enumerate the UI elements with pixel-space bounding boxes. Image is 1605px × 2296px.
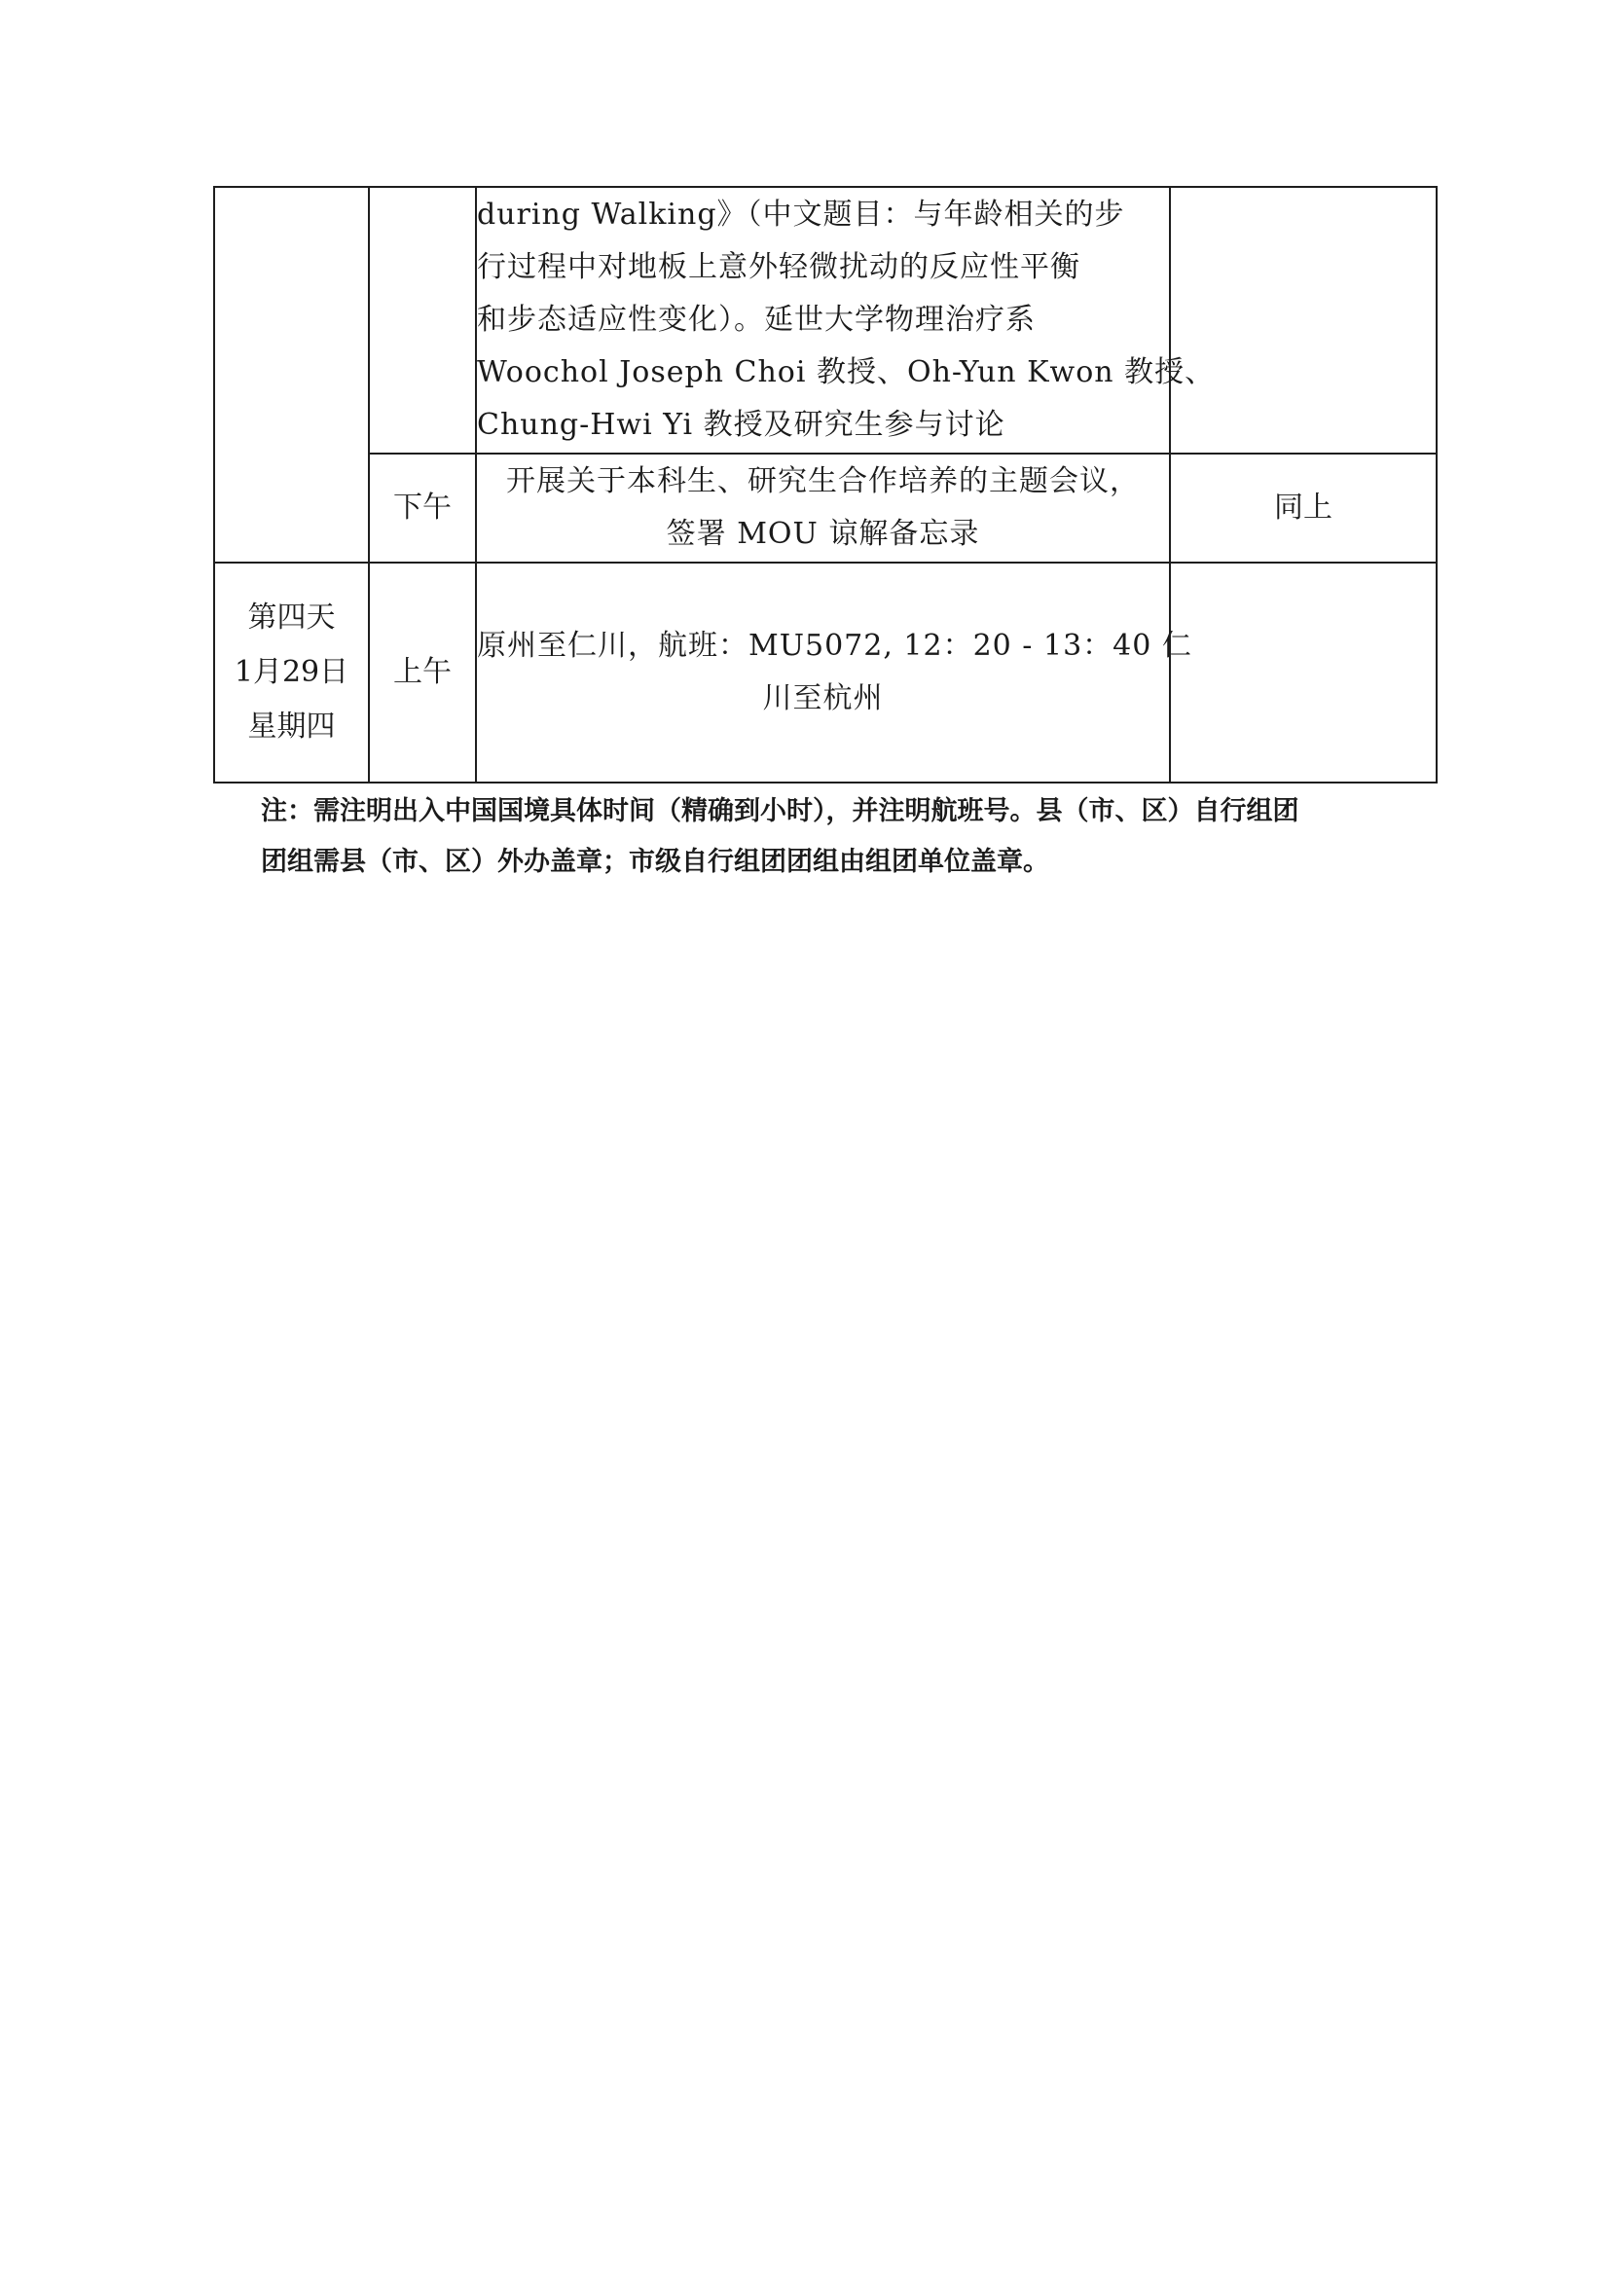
footnote-line: 团组需县（市、区）外办盖章；市级自行组团团组由组团单位盖章。 [261, 847, 1049, 877]
day-cell-continued [214, 187, 369, 563]
activity-line: 签署 MOU 谅解备忘录 [666, 517, 980, 551]
activity-line: during Walking》（中文题目：与年龄相关的步 [477, 198, 1125, 232]
table-row [214, 187, 1437, 454]
note-cell-empty [1170, 563, 1437, 783]
time-cell [369, 563, 476, 783]
note-text: 同上 [1274, 491, 1332, 525]
footnote [261, 786, 1390, 888]
time-label: 上午 [393, 655, 452, 689]
activity-cell [476, 563, 1192, 783]
note-cell-empty [1170, 187, 1437, 454]
time-cell-empty [369, 187, 476, 454]
table-row [214, 563, 1437, 783]
time-cell [369, 454, 476, 563]
activity-line: 开展关于本科生、研究生合作培养的主题会议， [506, 464, 1140, 498]
footnote-line: 注：需注明出入中国国境具体时间（精确到小时），并注明航班号。县（市、区）自行组团 [261, 796, 1299, 826]
activity-line: 川至杭州 [762, 681, 884, 715]
day-label: 第四天 [247, 601, 336, 635]
activity-line: 原州至仁川，航班：MU5072, 12：20 - 13：40 仁 [477, 629, 1192, 663]
note-cell [1170, 454, 1437, 563]
day-cell [214, 563, 369, 783]
activity-cell [476, 187, 1216, 454]
weekday-label: 星期四 [247, 710, 336, 744]
activity-line: 和步态适应性变化）。延世大学物理治疗系 [477, 303, 1036, 337]
activity-line: Woochol Joseph Choi 教授、Oh-Yun Kwon 教授、 [477, 355, 1216, 389]
date-label: 1月29日 [234, 655, 349, 689]
table-row [214, 454, 1437, 563]
time-label: 下午 [393, 491, 452, 525]
activity-cell [476, 454, 1170, 563]
schedule-table [213, 186, 1438, 784]
activity-line: Chung-Hwi Yi 教授及研究生参与讨论 [477, 408, 1005, 442]
activity-line: 行过程中对地板上意外轻微扰动的反应性平衡 [477, 250, 1080, 284]
